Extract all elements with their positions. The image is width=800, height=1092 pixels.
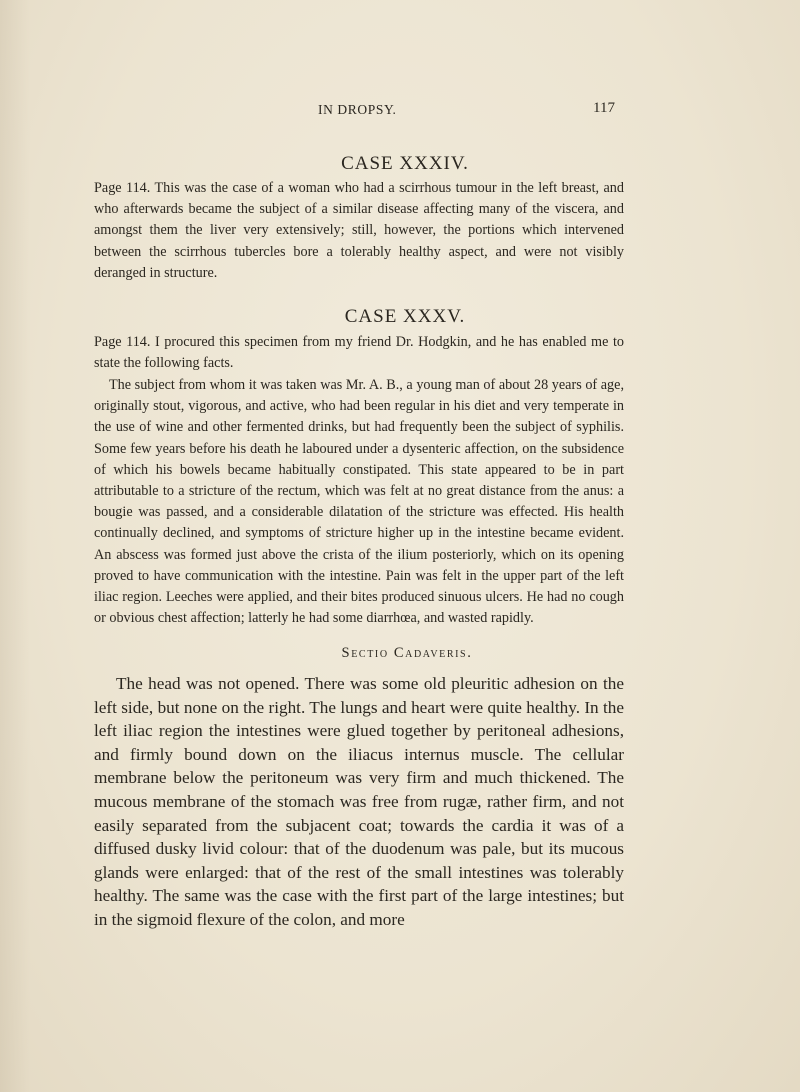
running-title: IN DROPSY.: [318, 102, 397, 117]
case-35-paragraph-intro: Page 114. I procured this specimen from my friend Dr. Hodgkin, and he has enabled me to state the following facts.: [94, 334, 624, 372]
running-head: [0, 102, 800, 122]
case-35-paragraph-autopsy: The head was not opened. There was some old pleuritic adhesion on the left side, but none on the right. The lungs and heart were quite healthy. In the left iliac region the intestines were glued together by peritoneal adhesions, and firmly bound down on the iliacus internus muscle. The cellular membrane below the peritoneum was very firm and much thickened. The mucous membrane of the stomach was free from rugæ, rather firm, and not easily separated from the subjacent coat; towards the cardia it was of a diffused dusky livid colour: that of the duodenum was pale, but its mucous glands were enlarged: that of the rest of the small intestines was tolerably healthy. The same was the case with the first part of the large intestines; but in the sigmoid flexure of the colon, and more: [94, 674, 624, 929]
page-number: 117: [593, 100, 615, 116]
section-heading-sectio-cadaveris: Sectio Cadaveris.: [341, 645, 473, 661]
case-34-title: CASE XXXIV.: [341, 153, 469, 174]
case-34-paragraph: Page 114. This was the case of a woman who had a scirrhous tumour in the left breast, and who afterwards became the subject of a similar disease affecting many of the viscera, and amongst them the liver very extensively; still, however, the portions which intervened between the scirrhous tubercles bore a tolerably healthy aspect, and were not visibly deranged in structure.: [94, 180, 624, 281]
case-35-paragraph-history: The subject from whom it was taken was Mr. A. B., a young man of about 28 years of age, originally stout, vigorous, and active, who had been regular in his diet and very temperate in the use of wine and other fermented drinks, but had frequently been the subject of syphilis. Some few years before his death he laboured under a dysenteric affection, on the subsidence of which his bowels became habitually constipated. This state appeared to be in part attributable to a stricture of the rectum, which was felt at no great distance from the anus: a bougie was passed, and a considerable dilatation of the stricture was effected. His health continually declined, and symptoms of stricture higher up in the intestine became evident. An abscess was formed just above the crista of the ilium posteriorly, which on its opening proved to have communication with the intestine. Pain was felt in the upper part of the left iliac region. Leeches were applied, and their bites produced sinuous ulcers. He had no cough or obvious chest affection; latterly he had some diarrhœa, and wasted rapidly.: [94, 377, 624, 627]
case-35-title: CASE XXXV.: [344, 306, 466, 327]
